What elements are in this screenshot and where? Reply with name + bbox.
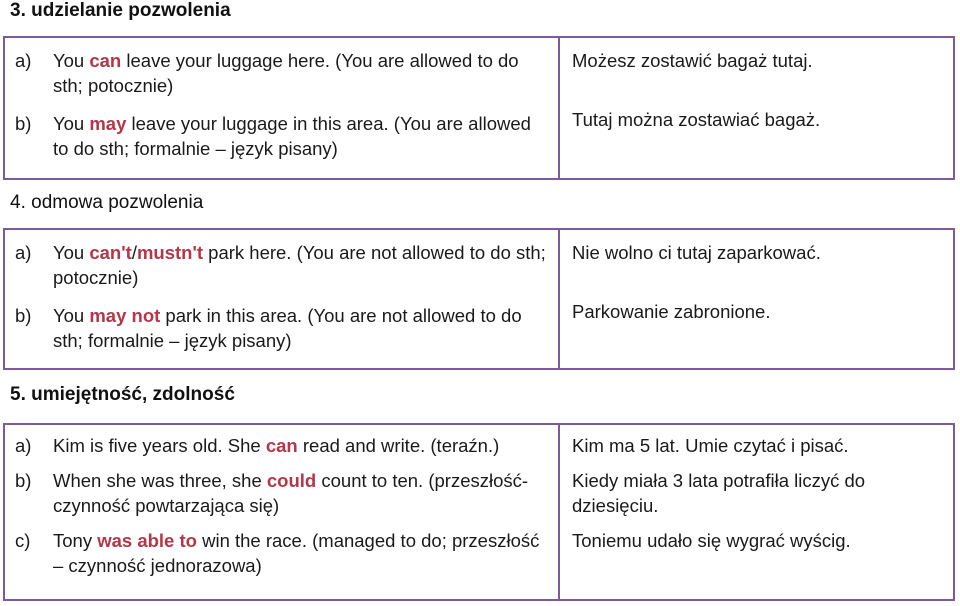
item-text: You	[53, 50, 90, 71]
item-marker: b)	[15, 305, 32, 326]
polish-column	[560, 425, 953, 599]
english-column	[5, 38, 560, 178]
translation: Toniemu udało się wygrać wyścig.	[572, 530, 851, 551]
section-box-3	[3, 36, 955, 180]
modal-verb: may not	[89, 305, 161, 326]
item-marker: b)	[15, 113, 32, 134]
modal-verb: could	[266, 470, 317, 491]
item-text: leave your luggage here. (You are allowed to do sth; potocznie)	[53, 50, 519, 96]
modal-verb: can't	[89, 242, 132, 263]
item-text: win the race. (managed to do; przeszłość – czynność jednorazowa)	[53, 530, 540, 576]
item-marker: a)	[15, 242, 32, 263]
item-text: When she was three, she	[53, 470, 267, 491]
item-text: Kim is five years old. She	[53, 435, 266, 456]
modal-verb: can	[89, 50, 122, 71]
section-box-4	[3, 228, 955, 370]
list-item	[15, 303, 550, 353]
section-box-5	[3, 423, 955, 601]
item-text: You	[53, 242, 90, 263]
translation: Parkowanie zabronione.	[572, 301, 771, 322]
translation: Tutaj można zostawiać bagaż.	[572, 109, 821, 130]
item-text: You	[53, 113, 90, 134]
translation: Możesz zostawić bagaż tutaj.	[572, 50, 813, 71]
item-text: Tony	[53, 530, 98, 551]
modal-verb: can	[265, 435, 298, 456]
section-heading-4: 4. odmowa pozwolenia	[10, 192, 204, 213]
translation: Kiedy miała 3 lata potrafiła liczyć do dziesięciu.	[572, 470, 866, 516]
section-heading-5: 5. umiejętność, zdolność	[10, 384, 235, 405]
item-marker: c)	[15, 530, 31, 551]
item-text: leave your luggage in this area. (You are allowed to do sth; formalnie – język pisany)	[53, 113, 531, 159]
modal-verb: may	[89, 113, 127, 134]
english-column	[5, 230, 560, 368]
list-item	[15, 240, 550, 290]
item-text: read and write. (teraźn.)	[297, 435, 500, 456]
list-item	[15, 433, 550, 458]
item-text: /	[131, 242, 137, 263]
list-item	[15, 528, 550, 578]
list-item	[15, 48, 550, 98]
translation: Nie wolno ci tutaj zaparkować.	[572, 242, 821, 263]
item-text: count to ten. (przeszłość- czynność powtarzająca się)	[53, 470, 529, 516]
english-column	[5, 425, 560, 599]
item-marker: b)	[15, 470, 32, 491]
list-item	[15, 468, 550, 518]
list-item	[15, 111, 550, 161]
translation: Kim ma 5 lat. Umie czytać i pisać.	[572, 435, 849, 456]
polish-column	[560, 38, 953, 178]
modal-verb: was able to	[97, 530, 197, 551]
item-marker: a)	[15, 50, 32, 71]
item-text: You	[53, 305, 90, 326]
item-text: park in this area. (You are not allowed to do sth; formalnie – język pisany)	[53, 305, 522, 351]
polish-column	[560, 230, 953, 368]
item-marker: a)	[15, 435, 32, 456]
section-heading-3: 3. udzielanie pozwolenia	[10, 0, 231, 21]
modal-verb: mustn't	[136, 242, 204, 263]
item-text: park here. (You are not allowed to do sth; potocznie)	[53, 242, 546, 288]
